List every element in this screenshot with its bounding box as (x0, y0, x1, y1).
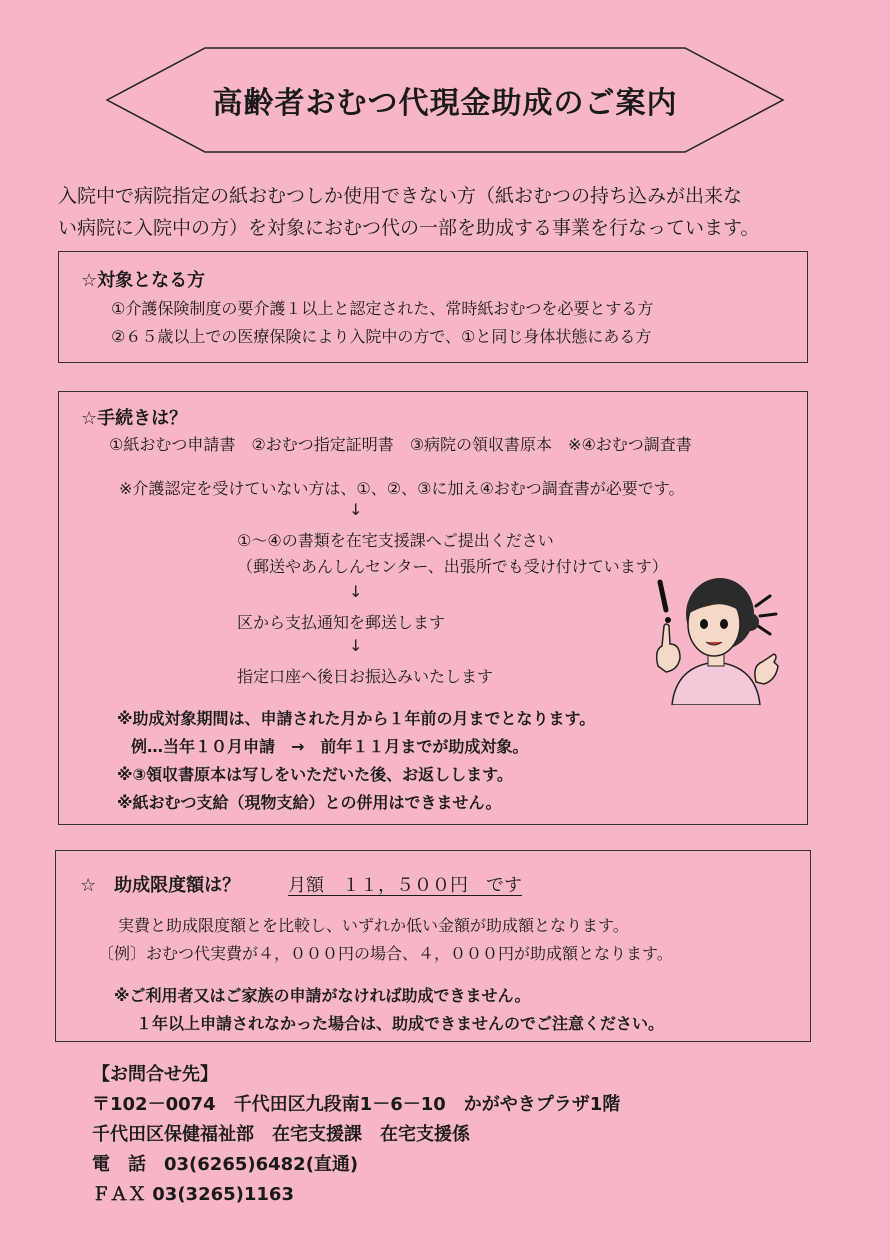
intro-line: い病院に入院中の方）を対象におむつ代の一部を助成する事業を行なっています。 (58, 217, 760, 239)
target-heading: ☆対象となる方 (81, 270, 206, 291)
contact-address: 〒102－0074 千代田区九段南1－6－10 かがやきプラザ1階 (92, 1094, 621, 1115)
target-box (58, 251, 808, 363)
title-banner (105, 45, 785, 155)
limit-example: 〔例〕おむつ代実費が４，０００円の場合、４，０００円が助成額となります。 (98, 944, 673, 963)
limit-description: 実費と助成限度額とを比較し、いずれか低い金額が助成額となります。 (118, 916, 629, 935)
contact-fax: ＦＡＸ 03(3265)1163 (92, 1184, 294, 1205)
notice: ※③領収書原本は写しをいただいた後、お返しします。 (117, 765, 513, 784)
contact-section (92, 1060, 620, 1210)
notice: ※紙おむつ支給（現物支給）との併用はできません。 (117, 793, 502, 812)
procedure-step-sub: （郵送やあんしんセンター、出張所でも受け付けています） (237, 557, 668, 576)
procedure-heading: ☆手続きは？ (81, 408, 188, 429)
down-arrow: ↓ (349, 636, 363, 655)
intro-line: 入院中で病院指定の紙おむつしか使用できない方（紙おむつの持ち込みが出来な (58, 185, 743, 207)
contact-heading: 【お問合せ先】 (92, 1064, 218, 1085)
procedure-step: 区から支払通知を郵送します (237, 613, 446, 632)
limit-warning: １年以上申請されなかった場合は、助成できませんのでご注意ください。 (136, 1014, 665, 1033)
target-item: ②６５歳以上での医療保険により入院中の方で、①と同じ身体状態にある方 (111, 327, 652, 346)
nurse-illustration (652, 570, 782, 709)
notice-example: 例…当年１０月申請 → 前年１１月までが助成対象。 (131, 737, 529, 756)
required-documents: ①紙おむつ申請書 ②おむつ指定証明書 ③病院の領収書原本 ※④おむつ調査書 (109, 435, 692, 454)
procedure-step: 指定口座へ後日お振込みいたします (237, 667, 494, 686)
target-item: ①介護保険制度の要介護１以上と認定された、常時紙おむつを必要とする方 (111, 299, 654, 318)
limit-amount: 月額 １１，５００円 です (288, 875, 522, 896)
down-arrow: ↓ (349, 500, 363, 519)
limit-box (55, 850, 811, 1042)
limit-warning: ※ご利用者又はご家族の申請がなければ助成できません。 (114, 986, 531, 1005)
contact-phone: 電 話 03(6265)6482(直通) (92, 1154, 359, 1175)
down-arrow: ↓ (349, 582, 363, 601)
notice: ※助成対象期間は、申請された月から１年前の月までとなります。 (117, 709, 596, 728)
intro-text (58, 180, 838, 244)
procedure-step: ①～④の書類を在宅支援課へご提出ください (237, 531, 554, 550)
procedure-note: ※介護認定を受けていない方は、①、②、③に加え④おむつ調査書が必要です。 (119, 479, 685, 498)
limit-heading: ☆ 助成限度額は？ (80, 875, 241, 896)
contact-department: 千代田区保健福祉部 在宅支援課 在宅支援係 (92, 1124, 470, 1145)
page-title: 高齢者おむつ代現金助成のご案内 (212, 86, 678, 121)
